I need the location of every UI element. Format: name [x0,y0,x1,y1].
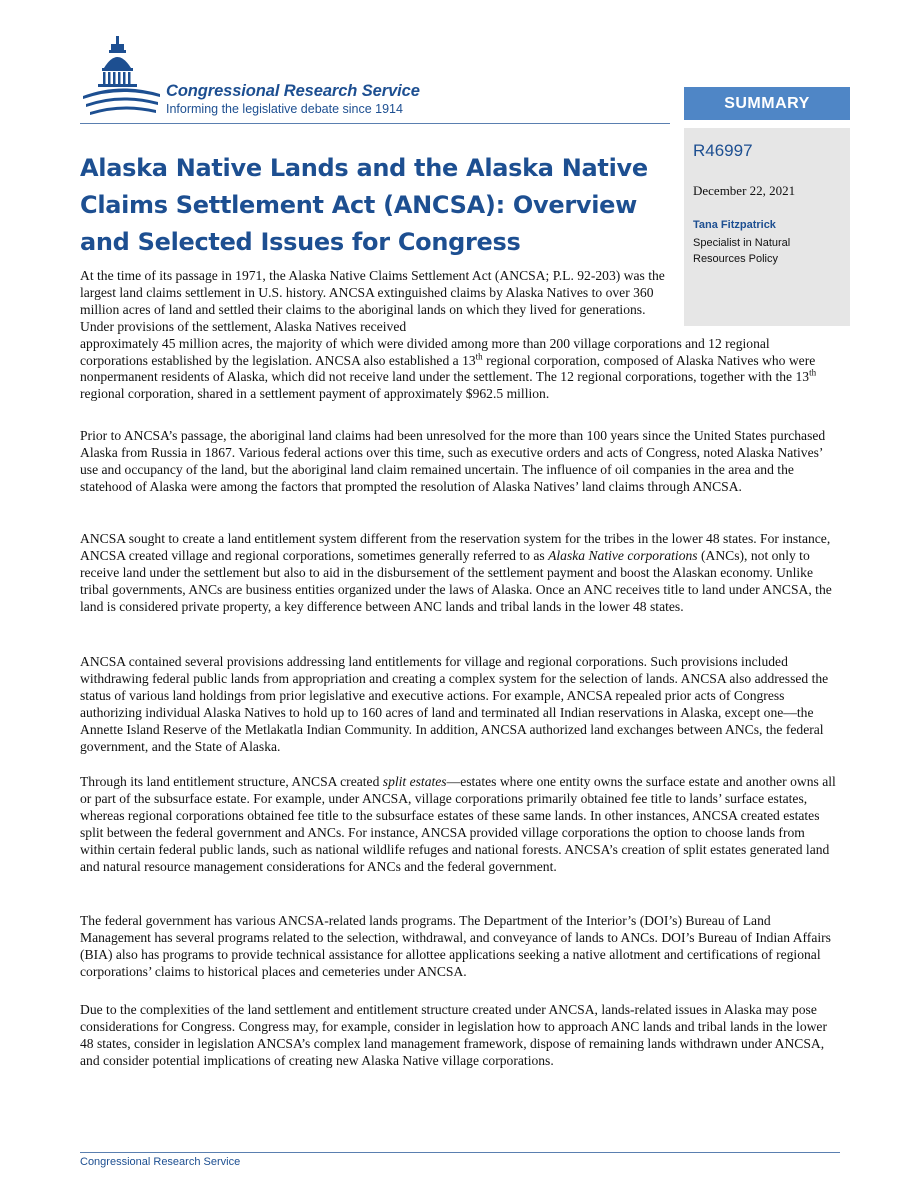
summary-paragraph-2: Prior to ANCSA’s passage, the aboriginal land claims had been unresolved for the more than 100 years since the United States purchased Alaska from Russia in 1867. Various federal actions over this time, such as executive orders and acts of Congress, noted Alaska Natives’ use and occupancy of the land, but the aboriginal land claim remained uncertain. The influence of oil companies in the area and the statehood of Alaska were among the factors that prompted the resolution of Alaska Natives’ land claims through ANCSA. [80,428,826,494]
summary-paragraph-1: At the time of its passage in 1971, the Alaska Native Claims Settlement Act (ANCSA; P.L. 92-203) was the largest land claims settlement in U.S. history. ANCSA extinguished claims by Alaska Natives to over 360 million acres of land and settled their claims to the aboriginal lands on which they lived for generations. Under provisions of the settlement, Alaska Natives received approximately 45 million acres, the majority of which were divided among more than 200 village corporations and 12 regional corporations established by the legislation. ANCSA also established a 13th regional corporation, composed of Alaska Natives who were nonpermanent residents of Alaska, which did not receive land under the settlement. The 12 regional corporations, together with the 13th regional corporation, shared in a settlement payment of approximately $962.5 million. [80,268,817,402]
crs-logo [80,34,480,124]
author-name: Tana Fitzpatrick [693,219,776,231]
report-title: Alaska Native Lands and the Alaska Native Claims Settlement Act (ANCSA): Overview and Selected Issues for Congress [80,154,648,256]
ordinal-suffix: th [475,351,483,361]
ordinal-suffix: th [809,367,817,378]
org-tagline: Informing the legislative debate since 1914 [166,102,403,116]
italic-term: Alaska Native corporations [548,547,698,563]
summary-banner: SUMMARY [684,87,850,120]
capitol-dome-icon [80,34,164,124]
paragraph-1-narrow-text: At the time of its passage in 1971, the Alaska Native Claims Settlement Act (ANCSA; P.L. 92-203) was the largest land claims settlement in U.S. history. ANCSA extinguished claims by Alaska Natives to over 360 million acres of land and settled their claims to the aboriginal lands on which they lived for generations. Under provisions of the settlement, Alaska Natives received [80,268,665,334]
org-name: Congressional Research Service [166,82,420,100]
summary-paragraph-6: The federal government has various ANCSA-related lands programs. The Department of the Interior’s (DOI’s) Bureau of Land Management has several programs related to the selection, withdrawal, and conveyance of lands to ANCs. DOI’s Bureau of Indian Affairs (BIA) also has programs to provide technical assistance for allottee applications seeking a native allotment and certifications of regional corporations’ claims to historical places and cemeteries under ANCSA. [80,913,831,979]
report-number: R46997 [693,141,753,160]
summary-paragraph-7: Due to the complexities of the land settlement and entitlement structure created under ANCSA, lands-related issues in Alaska may pose considerations for Congress. Congress may, for example, consider in legislation how to approach ANC lands and tribal lands in the lower 48 states, consider in legislation ANCSA’s complex land management framework, dispose of remaining lands withdrawn under ANCSA, and consider potential implications of creating new Alaska Native village corporations. [80,1002,827,1068]
author-title: Specialist in Natural Resources Policy [693,237,791,265]
summary-paragraph-3: ANCSA sought to create a land entitlement system different from the reservation system for the tribes in the lower 48 states. For instance, ANCSA created village and regional corporations, sometimes generally referred to as Alaska Native corporations (ANCs), not only to receive land under the settlement but also to aid in the disbursement of the settlement payment and boost the Alaskan economy. Unlike tribal governments, ANCs are business entities organized under the laws of Alaska. Once an ANC receives title to land under ANCSA, the land is considered private property, a key difference between ANC lands and tribal lands in the lower 48 states. [80,531,832,614]
summary-paragraph-5: Through its land entitlement structure, ANCSA created split estates—estates where one entity owns the surface estate and another owns all or part of the subsurface estate. For example, under ANCSA, village corporations primarily obtained fee title to lands’ surface estates, whereas regional corporations obtained fee title to the subsurface estates of these same lands. In other instances, ANCSA created estates split between the federal government and ANCs. For instance, ANCSA provided village corporations the option to choose lands from within certain federal public lands, such as national wildlife refuges and national forests. ANCSA’s creation of split estates generated land and natural resource management considerations for ANCs and the federal government. [80,774,836,874]
page-footer: Congressional Research Service [80,1156,241,1168]
header-divider [80,123,670,124]
report-date: December 22, 2021 [693,183,796,198]
summary-paragraph-4: ANCSA contained several provisions addressing land entitlements for village and regional corporations. Such provisions included withdrawing federal public lands from appropriation and creating a complex system for the selection of lands. ANCSA also addressed the status of various land holdings from prior legislative and executive actions. For example, ANCSA repealed prior acts of Congress authorizing individual Alaska Natives to hold up to 160 acres of land and terminated all Indian reservations in Alaska, except one—the Annette Island Reserve of the Metlakatla Indian Community. In addition, ANCSA authorized land exchanges between ANCs, the federal government, and the State of Alaska. [80,654,829,754]
italic-term: split estates [382,774,447,789]
footer-divider [80,1152,840,1153]
